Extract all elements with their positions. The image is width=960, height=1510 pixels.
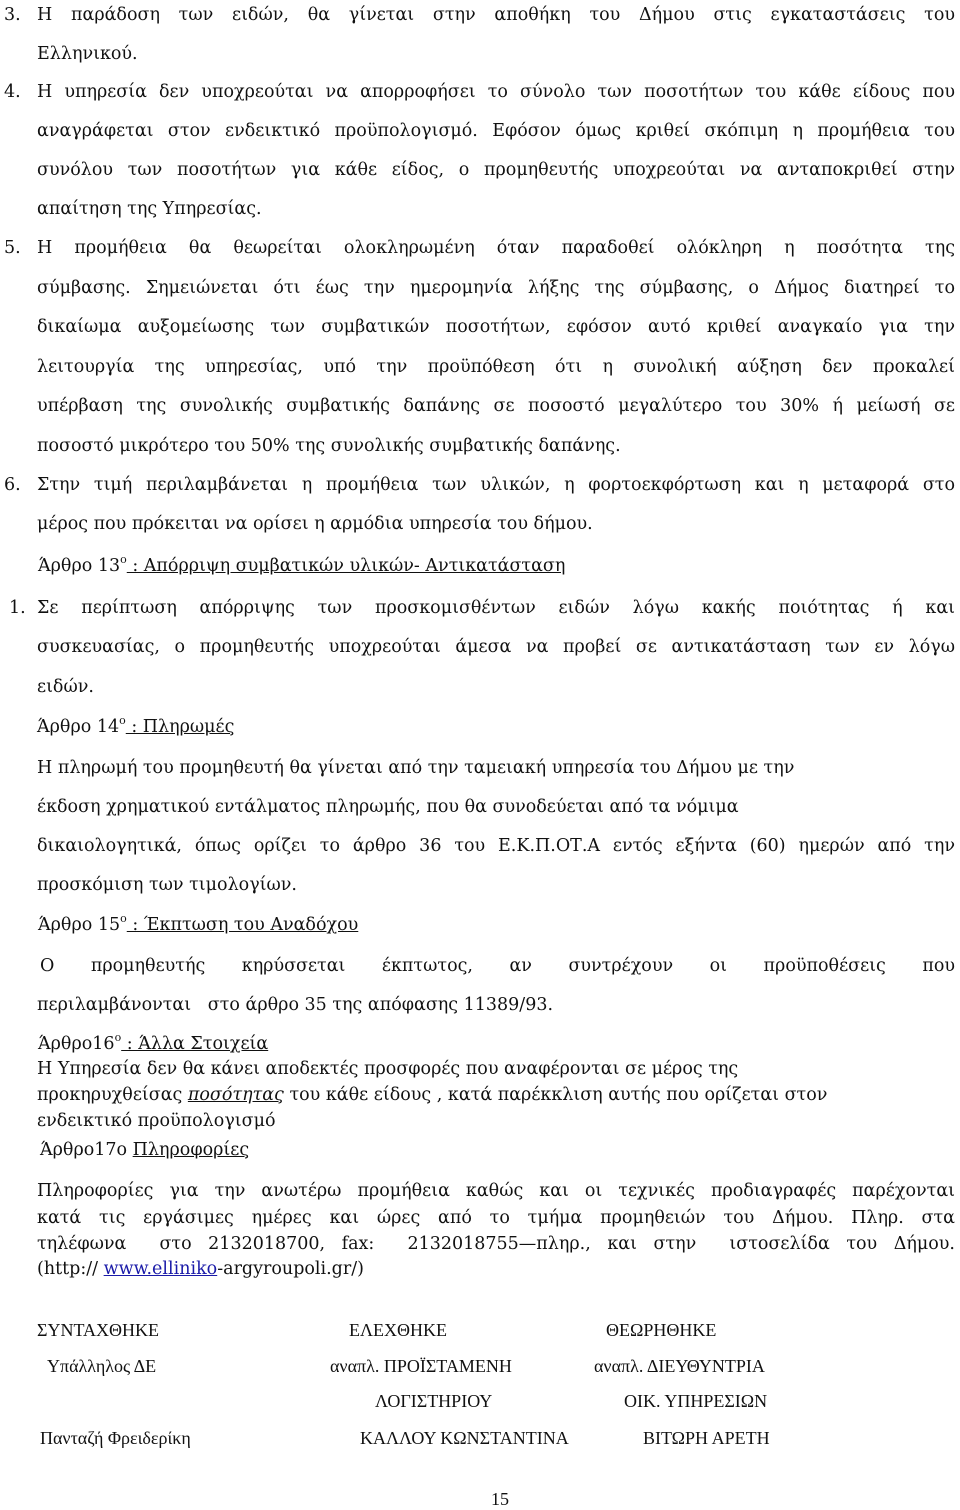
article-13-label: Άρθρο 13 bbox=[38, 556, 121, 576]
article-16-ordinal: ο bbox=[114, 1031, 122, 1045]
sig-col1-heading: ΣΥΝΤΑΧΘΗΚΕ bbox=[37, 1320, 160, 1340]
sig-col2-heading: ΕΛΕΧΘΗΚΕ bbox=[349, 1320, 448, 1340]
item-5-line-6: ποσοστό μικρότερο του 50% της συνολικής συμβατικής δαπάνης. bbox=[37, 436, 621, 456]
item-6-number: 6. bbox=[4, 475, 21, 495]
sig-col1-name: Πανταζή Φρειδερίκη bbox=[40, 1428, 191, 1448]
page-number: 15 bbox=[491, 1489, 509, 1509]
sig-col2-name: ΚΑΛΛΟΥ ΚΩΝΣΤΑΝΤΙΝΑ bbox=[360, 1428, 569, 1448]
sig-col1-role: Υπάλληλος ΔΕ bbox=[47, 1356, 157, 1376]
item-6-line-1: Στην τιμή περιλαμβάνεται η προμήθεια των υλικών, η φορτοεκφόρτωση και η μεταφορά στο bbox=[37, 475, 955, 495]
article-13-line-2: συσκευασίας, ο προμηθευτής υποχρεούται άμεσα να προβεί σε αντικατάσταση των εν λόγω bbox=[37, 637, 955, 657]
sig-col2-role: αναπλ. ΠΡΟΪΣΤΑΜΕΝΗ bbox=[330, 1356, 512, 1376]
sig-col2-role-2: ΛΟΓΙΣΤΗΡΙΟΥ bbox=[375, 1391, 493, 1411]
article-13-ordinal: ο bbox=[120, 553, 127, 567]
article-13-heading bbox=[38, 555, 565, 577]
sig-col3-role-2: ΟΙΚ. ΥΠΗΡΕΣΙΩΝ bbox=[624, 1391, 768, 1411]
item-6-line-2: μέρος που πρόκειται να ορίσει η αρμόδια υπηρεσία του δήμου. bbox=[37, 514, 593, 534]
item-4-line-1: Η υπηρεσία δεν υποχρεούται να απορροφήσει το σύνολο των ποσοτήτων του κάθε είδους που bbox=[37, 82, 955, 102]
item-5-line-1: Η προμήθεια θα θεωρείται ολοκληρωμένη όταν παραδοθεί ολόκληρη η ποσότητα της bbox=[37, 238, 955, 258]
article-13-line-1: Σε περίπτωση απόρριψης των προσκομισθέντων ειδών λόγω κακής ποιότητας ή και bbox=[37, 598, 955, 618]
url-suffix: -argyroupoli.gr/) bbox=[217, 1259, 364, 1279]
article-15-label: Άρθρο 15 bbox=[38, 915, 121, 935]
article-13-title: : Απόρριψη συμβατικών υλικών- Αντικατάσταση bbox=[126, 556, 566, 576]
article-17-line-3: τηλέφωνα στο 2132018700, fax: 2132018755—πληρ., και στην ιστοσελίδα του Δήμου. bbox=[37, 1234, 955, 1254]
article-16-line-1: Η Υπηρεσία δεν θα κάνει αποδεκτές προσφορές που αναφέρονται σε μέρος της bbox=[37, 1059, 739, 1079]
item-5-line-2: σύμβασης. Σημειώνεται ότι έως την ημερομηνία λήξης της σύμβασης, ο Δήμος διατηρεί το bbox=[37, 278, 955, 298]
article-14-line-3: δικαιολογητικά, όπως ορίζει το άρθρο 36 του Ε.Κ.Π.ΟΤ.Α εντός εξήντα (60) ημερών από την bbox=[37, 836, 955, 856]
article-16-line-2 bbox=[37, 1084, 827, 1106]
article-16-heading bbox=[38, 1033, 268, 1055]
article-16-emphasis: ποσότητας bbox=[187, 1085, 284, 1105]
article-17-label: Άρθρο17ο bbox=[40, 1140, 133, 1160]
article-16-line-2c: του κάθε είδους , κατά παρέκκλιση αυτής που ορίζεται στον bbox=[283, 1085, 828, 1105]
sig-col3-heading: ΘΕΩΡΗΘΗΚΕ bbox=[606, 1320, 717, 1340]
article-14-ordinal: ο bbox=[119, 714, 126, 728]
item-5-number: 5. bbox=[4, 238, 21, 258]
article-16-line-3: ενδεικτικό προϋπολογισμό bbox=[37, 1111, 276, 1131]
item-5-line-3: δικαίωμα αυξομείωσης των συμβατικών ποσοτήτων, εφόσον αυτό κριθεί αναγκαίο για την bbox=[37, 317, 955, 337]
article-14-line-1: Η πληρωμή του προμηθευτή θα γίνεται από την ταμειακή υπηρεσία του Δήμου με την bbox=[37, 758, 795, 778]
item-3-number: 3. bbox=[4, 5, 21, 25]
article-14-label: Άρθρο 14 bbox=[37, 717, 120, 737]
article-15-ordinal: ο bbox=[120, 912, 127, 926]
item-4-line-4: απαίτηση της Υπηρεσίας. bbox=[37, 199, 262, 219]
item-3-line-2: Ελληνικού. bbox=[37, 44, 138, 64]
article-15-title: : Έκπτωση του Αναδόχου bbox=[126, 915, 359, 935]
article-14-line-4: προσκόμιση των τιμολογίων. bbox=[37, 875, 297, 895]
article-15-heading bbox=[38, 914, 358, 936]
article-17-line-4 bbox=[37, 1258, 364, 1280]
article-16-title: : Άλλα Στοιχεία bbox=[121, 1034, 269, 1054]
sig-col3-name: ΒΙΤΩΡΗ ΑΡΕΤΗ bbox=[643, 1428, 770, 1448]
item-4-line-2: αναγράφεται στον ενδεικτικό προϋπολογισμό. Εφόσον όμως κριθεί σκόπιμη η προμήθεια του bbox=[37, 121, 955, 141]
item-5-line-4: λειτουργία της υπηρεσίας, υπό την προϋπόθεση ότι η συνολική αύξηση δεν προκαλεί bbox=[37, 357, 955, 377]
article-15-line-1: Ο προμηθευτής κηρύσσεται έκπτωτος, αν συντρέχουν οι προϋποθέσεις που bbox=[40, 956, 955, 976]
article-14-heading bbox=[37, 716, 234, 738]
item-5-line-5: υπέρβαση της συνολικής συμβατικής δαπάνης σε ποσοστό μεγαλύτερο του 30% ή μείωσή σε bbox=[37, 396, 955, 416]
article-17-title: Πληροφορίες bbox=[132, 1140, 250, 1160]
item-4-number: 4. bbox=[4, 82, 21, 102]
article-16-line-2a: προκηρυχθείσας bbox=[37, 1085, 188, 1105]
sig-col3-role: αναπλ. ΔΙΕΥΘΥΝΤΡΙΑ bbox=[594, 1356, 765, 1376]
url-prefix: (http:// bbox=[37, 1259, 104, 1279]
website-link[interactable]: www.elliniko bbox=[103, 1259, 218, 1279]
article-14-title: : Πληρωμές bbox=[125, 717, 235, 737]
article-13-line-3: ειδών. bbox=[37, 677, 94, 697]
article-13-item-number: 1. bbox=[9, 598, 26, 618]
article-17-line-2: κατά τις εργάσιμες ημέρες και ώρες από το τμήμα προμηθειών του Δήμου. Πληρ. στα bbox=[37, 1208, 955, 1228]
article-14-line-2: έκδοση χρηματικού εντάλματος πληρωμής, που θα συνοδεύεται από τα νόμιμα bbox=[37, 797, 739, 817]
item-4-line-3: συνόλου των ποσοτήτων για κάθε είδος, ο προμηθευτής υποχρεούται να ανταποκριθεί στην bbox=[37, 160, 955, 180]
item-3-line-1: Η παράδοση των ειδών, θα γίνεται στην αποθήκη του Δήμου στις εγκαταστάσεις του bbox=[37, 5, 955, 25]
article-17-line-1: Πληροφορίες για την ανωτέρω προμήθεια καθώς και οι τεχνικές προδιαγραφές παρέχονται bbox=[37, 1181, 955, 1201]
article-17-heading bbox=[40, 1139, 249, 1161]
article-16-label: Άρθρο16 bbox=[38, 1034, 115, 1054]
article-15-line-2: περιλαμβάνονται στο άρθρο 35 της απόφασης 11389/93. bbox=[37, 995, 554, 1015]
